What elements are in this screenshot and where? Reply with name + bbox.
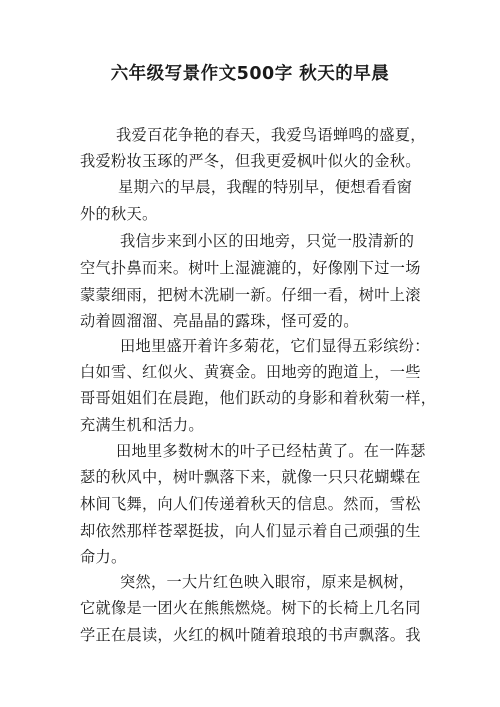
- paragraph-line: 命力。: [80, 548, 127, 566]
- paragraph-line: 蒙蒙细雨，把树木洗刷一新。仔细一看，树叶上滚: [80, 286, 421, 304]
- paragraph-line: 空气扑鼻而来。树叶上湿漉漉的，好像刚下过一场: [80, 259, 421, 277]
- paragraph-line: 我爱百花争艳的春天，我爱鸟语蝉鸣的盛夏，: [116, 126, 426, 144]
- paragraph-line: 却依然那样苍翠挺拔，向人们显示着自己顽强的生: [80, 522, 421, 540]
- paragraph-line: 我爱粉妆玉琢的严冬，但我更爱枫叶似火的金秋。: [80, 152, 421, 170]
- paragraph-line: 它就像是一团火在熊熊燃烧。树下的长椅上几名同: [80, 599, 421, 617]
- paragraph-line: 外的秋天。: [80, 205, 158, 223]
- paragraph-line: 瑟的秋风中，树叶飘落下来，就像一只只花蝴蝶在: [80, 468, 421, 486]
- paragraph-line: 白如雪、红似火、黄赛金。田地旁的跑道上，一些: [80, 363, 421, 381]
- page-title: 六年级写景作文500字 秋天的早晨: [110, 64, 390, 84]
- paragraph-line: 充满生机和活力。: [80, 416, 204, 434]
- paragraph-line: 林间飞舞，向人们传递着秋天的信息。然而，雪松: [80, 495, 421, 513]
- paragraph-line: 我信步来到小区的田地旁，只觉一股清新的: [120, 232, 415, 250]
- paragraph-line: 学正在晨读，火红的枫叶随着琅琅的书声飘落。我: [80, 626, 421, 644]
- paragraph-line: 星期六的早晨，我醒的特别早，便想看看窗: [118, 178, 413, 196]
- paragraph-line: 田地里多数树木的叶子已经枯黄了。在一阵瑟: [116, 442, 426, 460]
- paragraph-line: 动着圆溜溜、亮晶晶的露珠，怪可爱的。: [80, 312, 359, 330]
- paragraph-line: 突然，一大片红色映入眼帘，原来是枫树，: [120, 573, 415, 591]
- paragraph-line: 哥哥姐姐们在晨跑，他们跃动的身影和着秋菊一样，: [80, 389, 437, 407]
- paragraph-line: 田地里盛开着许多菊花，它们显得五彩缤纷：: [120, 337, 430, 355]
